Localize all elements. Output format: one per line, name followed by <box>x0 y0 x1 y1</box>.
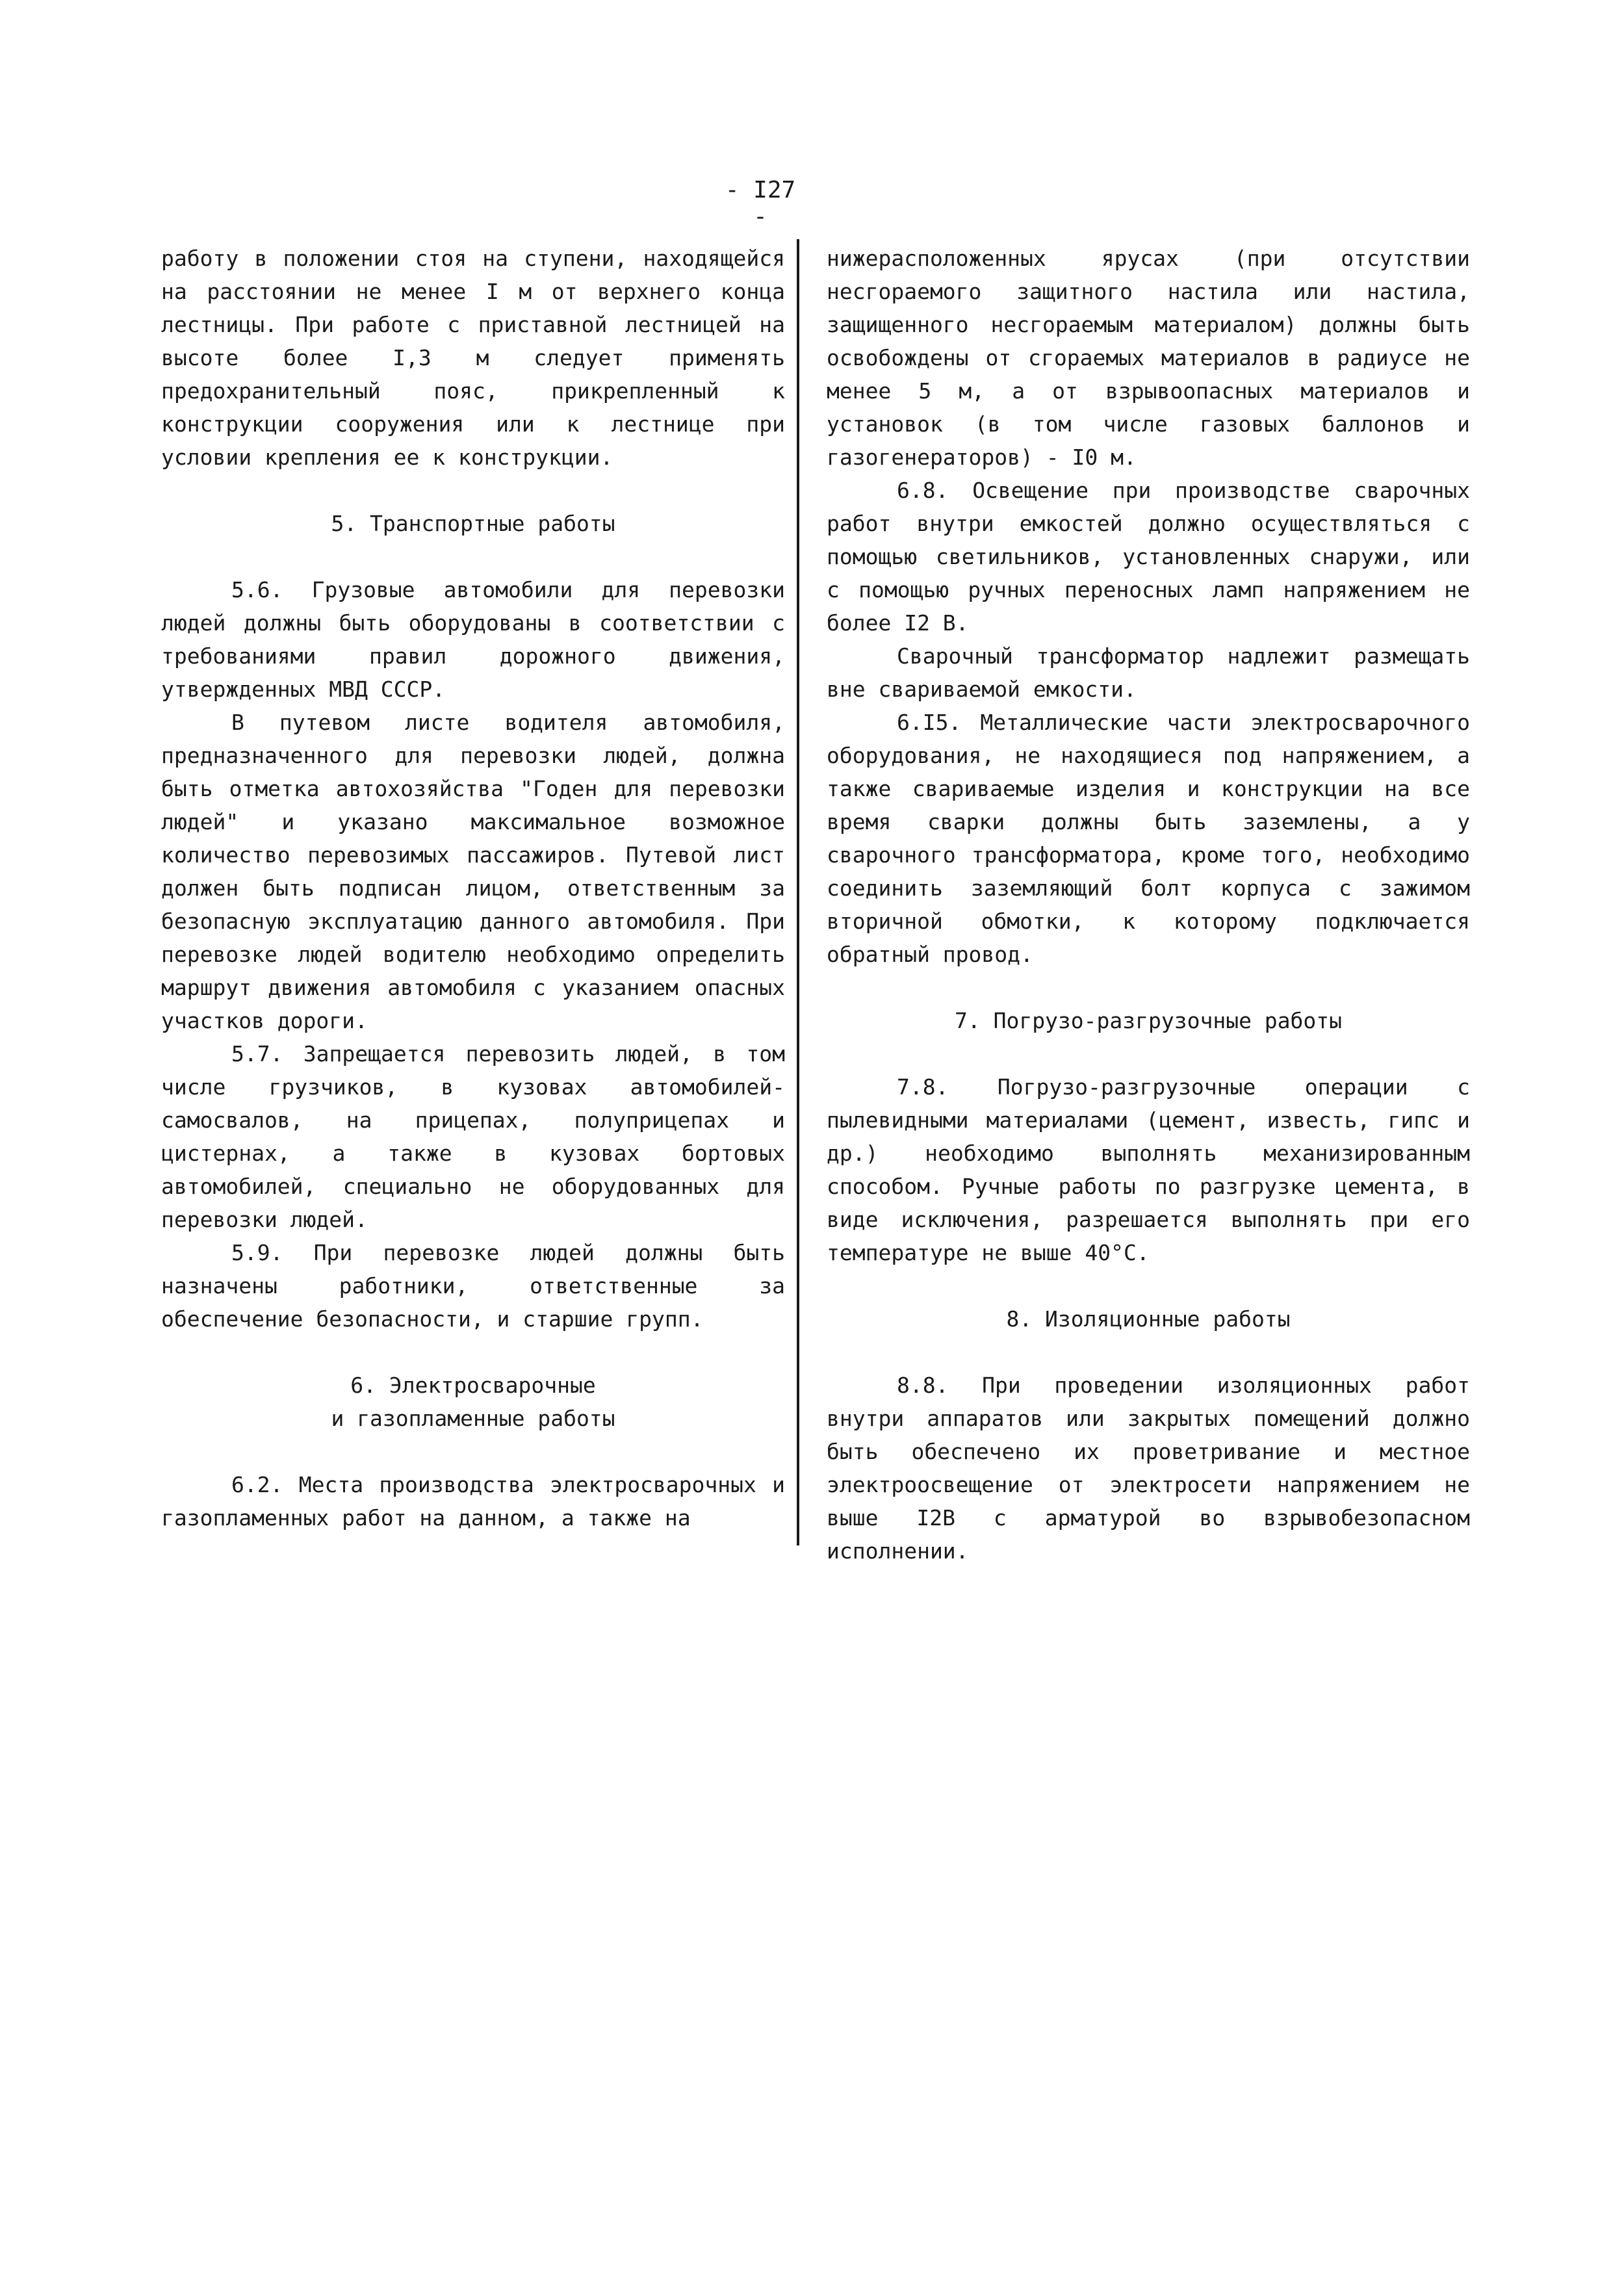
paragraph-5-6-continued: В путевом листе водителя автомобиля, предназначенного для перевозки людей, должна быть отметка автохозяйства "Годен для перевозки людей" и указано максимальное возможное количество перевозимых пассажиров. Путевой лист должен быть подписан лицом, ответственным за безопасную эксплуатацию данного автомобиля. При перевозке людей водителю необходимо определить маршрут движения автомобиля с указанием опасных участков дороги. <box>161 710 785 1033</box>
paragraph-5-7: 5.7. Запрещается перевозить людей, в том числе грузчиков, в кузовах автомобилей-самосвалов, на прицепах, полуприцепах и цистернах, а также в кузовах бортовых автомобилей, специально не оборудованных для перевозки людей. <box>161 1041 785 1232</box>
page-number: - I27 - <box>725 177 796 230</box>
section-6-heading-line-1: 6. Электросварочные <box>350 1373 596 1398</box>
paragraph-6-2: 6.2. Места производства электросварочных и газопламенных работ на данном, а также на <box>161 1472 785 1531</box>
paragraph-6-8-continued: Сварочный трансформатор надлежит размещать вне свариваемой емкости. <box>827 643 1470 702</box>
paragraph-6-15: 6.I5. Металлические части электросварочного оборудования, не находящиеся под напряжением, а также свариваемые изделия и конструкции на все время сварки должны быть заземлены, а у сварочного трансформатора, кроме того, необходимо соединить заземляющий болт корпуса с зажимом вторичной обмотки, к которому подключается обратный провод. <box>827 710 1470 967</box>
right-column <box>827 242 1470 1568</box>
section-7-heading: 7. Погрузо-разгрузочные работы <box>954 1008 1343 1033</box>
left-column <box>161 242 785 1534</box>
section-5-heading: 5. Транспортные работы <box>331 511 615 536</box>
paragraph-7-8: 7.8. Погрузо-разгрузочные операции с пылевидными материалами (цемент, известь, гипс и др.) необходимо выполнять механизированным способом. Ручные работы по разгрузке цемента, в виде исключения, разрешается выполнять при его температуре не выше 40°С. <box>827 1074 1470 1265</box>
intro-paragraph: работу в положении стоя на ступени, находящейся на расстоянии не менее I м от верхнего конца лестницы. При работе с приставной лестницей на высоте более I,3 м следует применять предохранительный пояс, прикрепленный к конструкции сооружения или к лестнице при условии крепления ее к конструкции. <box>161 246 785 470</box>
paragraph-6-8: 6.8. Освещение при производстве сварочных работ внутри емкостей должно осуществляться с помощью светильников, установленных снаружи, или с помощью ручных переносных ламп напряжением не более I2 В. <box>827 478 1470 636</box>
paragraph-8-8: 8.8. При проведении изоляционных работ внутри аппаратов или закрытых помещений должно быть обеспечено их проветривание и местное электроосвещение от электросети напряжением не выше I2В с арматурой во взрывобезопасном исполнении. <box>827 1373 1470 1564</box>
paragraph-5-9: 5.9. При перевозке людей должны быть назначены работники, ответственные за обеспечение безопасности, и старшие групп. <box>161 1240 785 1332</box>
paragraph-6-2-continued: нижерасположенных ярусах (при отсутствии несгораемого защитного настила или настила, защищенного несгораемым материалом) должны быть освобождены от сгораемых материалов в радиусе не менее 5 м, а от взрывоопасных материалов и установок (в том числе газовых баллонов и газогенераторов) - I0 м. <box>827 246 1470 470</box>
section-6-heading-line-2: и газопламенные работы <box>331 1406 615 1431</box>
column-divider <box>797 239 799 1545</box>
section-8-heading: 8. Изоляционные работы <box>1006 1306 1291 1332</box>
paragraph-5-6: 5.6. Грузовые автомобили для перевозки людей должны быть оборудованы в соответствии с требованиями правил дорожного движения, утвержденных МВД СССР. <box>161 577 785 702</box>
